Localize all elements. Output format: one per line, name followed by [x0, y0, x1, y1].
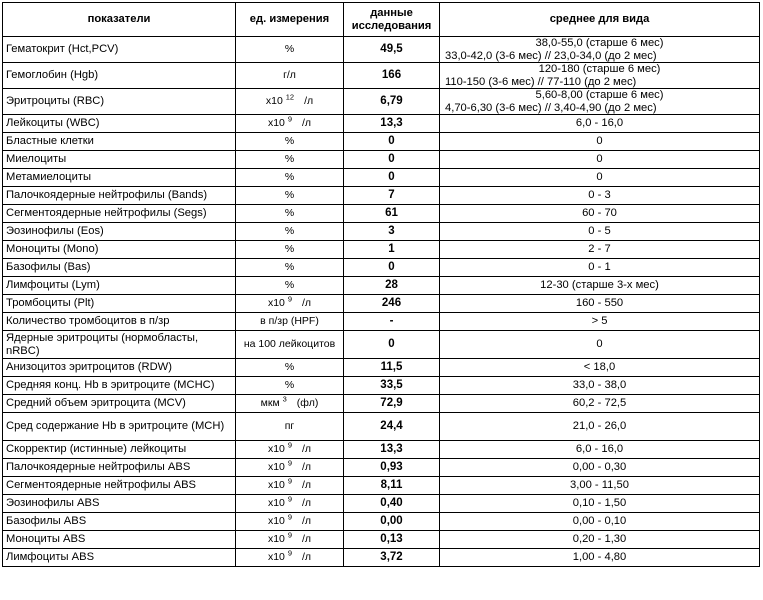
- unit-tail: /л: [301, 551, 312, 564]
- reference-line-1: 0,10 - 1,50: [572, 497, 627, 510]
- unit-base: х10: [267, 533, 285, 546]
- table-row: [3, 187, 760, 205]
- unit-tail: /л: [301, 443, 312, 456]
- reference-line-1: 21,0 - 26,0: [572, 420, 627, 433]
- table-body: [3, 37, 760, 567]
- unit-base: х10: [267, 497, 285, 510]
- reference-line-1: 2 - 7: [588, 243, 611, 256]
- reference-line-1: 0: [596, 153, 603, 166]
- reference-line-1: 0: [596, 171, 603, 184]
- row-unit: [236, 259, 344, 277]
- row-name: Лимфоциты ABS: [3, 549, 236, 567]
- unit-tail: /л: [301, 515, 312, 528]
- row-value: 7: [344, 187, 440, 205]
- row-name: Гематокрит (Hct,PCV): [3, 37, 236, 63]
- reference-line-1: 0,00 - 0,30: [572, 461, 627, 474]
- unit-exponent: 9: [287, 294, 292, 304]
- table-row: [3, 459, 760, 477]
- table-row: [3, 549, 760, 567]
- unit-base: %: [284, 153, 295, 166]
- row-name: Эритроциты (RBC): [3, 89, 236, 115]
- row-reference: [440, 413, 760, 441]
- row-name: Миелоциты: [3, 151, 236, 169]
- unit-tail: /л: [301, 533, 312, 546]
- unit-tail: /л: [301, 479, 312, 492]
- row-unit: [236, 549, 344, 567]
- row-value: 13,3: [344, 441, 440, 459]
- unit-base: %: [284, 171, 295, 184]
- row-value: 3,72: [344, 549, 440, 567]
- row-value: 0: [344, 259, 440, 277]
- row-name: Средняя конц. Hb в эритроците (MCHC): [3, 377, 236, 395]
- row-value: 6,79: [344, 89, 440, 115]
- reference-line-1: 160 - 550: [575, 297, 624, 310]
- header-value: данные исследования: [344, 3, 440, 37]
- row-reference: [440, 259, 760, 277]
- unit-exponent: 9: [287, 494, 292, 504]
- table-row: [3, 277, 760, 295]
- reference-line-1: 0,20 - 1,30: [572, 533, 627, 546]
- row-reference: [440, 377, 760, 395]
- row-unit: [236, 441, 344, 459]
- unit-base: х10: [267, 117, 285, 130]
- table-row: [3, 495, 760, 513]
- row-name: Метамиелоциты: [3, 169, 236, 187]
- row-name: Количество тромбоцитов в п/зр: [3, 313, 236, 331]
- reference-line-1: 0 - 5: [588, 225, 611, 238]
- row-reference: [440, 477, 760, 495]
- unit-base: на 100 лейкоцитов: [243, 338, 336, 351]
- row-value: 28: [344, 277, 440, 295]
- row-value: -: [344, 313, 440, 331]
- row-unit: [236, 495, 344, 513]
- row-name: Сред содержание Hb в эритроците (MCH): [3, 413, 236, 441]
- unit-base: х10: [267, 461, 285, 474]
- row-unit: [236, 513, 344, 531]
- unit-base: х10: [267, 297, 285, 310]
- reference-line-1: 0 - 3: [588, 189, 611, 202]
- table-row: [3, 331, 760, 359]
- header-name: показатели: [3, 3, 236, 37]
- row-reference: [440, 187, 760, 205]
- table-row: [3, 513, 760, 531]
- unit-base: %: [284, 279, 295, 292]
- row-value: 49,5: [344, 37, 440, 63]
- row-name: Базофилы (Bas): [3, 259, 236, 277]
- table-row: [3, 37, 760, 63]
- unit-tail: (фл): [296, 397, 319, 410]
- reference-line-1: 60,2 - 72,5: [572, 397, 627, 410]
- row-unit: [236, 169, 344, 187]
- table-row: [3, 151, 760, 169]
- row-name: Моноциты ABS: [3, 531, 236, 549]
- header-reference: среднее для вида: [440, 3, 760, 37]
- row-unit: [236, 377, 344, 395]
- unit-base: мкм: [260, 397, 280, 410]
- table-row: [3, 133, 760, 151]
- unit-exponent: 9: [287, 512, 292, 522]
- unit-exponent: 9: [287, 440, 292, 450]
- unit-base: %: [284, 207, 295, 220]
- row-value: 1: [344, 241, 440, 259]
- unit-base: %: [284, 379, 295, 392]
- row-unit: [236, 477, 344, 495]
- table-row: [3, 477, 760, 495]
- row-unit: [236, 313, 344, 331]
- reference-line-1: 12-30 (старше 3-х мес): [540, 279, 659, 292]
- row-value: 0: [344, 151, 440, 169]
- unit-base: х10: [267, 479, 285, 492]
- unit-tail: /л: [301, 461, 312, 474]
- row-value: 0,13: [344, 531, 440, 549]
- row-value: 3: [344, 223, 440, 241]
- row-unit: [236, 413, 344, 441]
- table-row: [3, 441, 760, 459]
- table-row: [3, 205, 760, 223]
- row-reference: [440, 89, 760, 115]
- unit-base: %: [284, 189, 295, 202]
- unit-tail: /л: [301, 297, 312, 310]
- row-reference: [440, 133, 760, 151]
- row-reference: [440, 115, 760, 133]
- unit-exponent: 12: [285, 92, 295, 102]
- header-unit: ед. измерения: [236, 3, 344, 37]
- reference-line-2: 110-150 (3-6 мес) // 77-110 (до 2 мес): [445, 75, 637, 88]
- row-unit: [236, 395, 344, 413]
- reference-line-1: 38,0-55,0 (старше 6 мес): [535, 37, 664, 49]
- unit-exponent: 9: [287, 476, 292, 486]
- row-unit: [236, 223, 344, 241]
- unit-exponent: 9: [287, 530, 292, 540]
- row-reference: [440, 313, 760, 331]
- row-reference: [440, 441, 760, 459]
- unit-base: х10: [265, 95, 283, 108]
- unit-exponent: 9: [287, 114, 292, 124]
- unit-base: х10: [267, 551, 285, 564]
- row-value: 0: [344, 169, 440, 187]
- table-row: [3, 359, 760, 377]
- row-name: Лимфоциты (Lym): [3, 277, 236, 295]
- row-value: 8,11: [344, 477, 440, 495]
- row-reference: [440, 513, 760, 531]
- row-unit: [236, 205, 344, 223]
- row-unit: [236, 187, 344, 205]
- table-row: [3, 295, 760, 313]
- unit-base: пг: [284, 420, 295, 433]
- row-reference: [440, 205, 760, 223]
- row-value: 61: [344, 205, 440, 223]
- row-name: Палочкоядерные нейтрофилы (Bands): [3, 187, 236, 205]
- row-name: Лейкоциты (WBC): [3, 115, 236, 133]
- table-row: [3, 377, 760, 395]
- row-reference: [440, 531, 760, 549]
- row-value: 0: [344, 331, 440, 359]
- row-unit: [236, 241, 344, 259]
- row-unit: [236, 115, 344, 133]
- row-name: Базофилы ABS: [3, 513, 236, 531]
- table-row: [3, 531, 760, 549]
- row-reference: [440, 151, 760, 169]
- row-name: Средний объем эритроцита (MCV): [3, 395, 236, 413]
- row-value: 11,5: [344, 359, 440, 377]
- row-reference: [440, 495, 760, 513]
- row-name: Гемоглобин (Hgb): [3, 63, 236, 89]
- row-unit: [236, 63, 344, 89]
- reference-line-1: 5,60-8,00 (старше 6 мес): [535, 89, 664, 101]
- reference-line-1: 6,0 - 16,0: [575, 443, 624, 456]
- row-unit: [236, 359, 344, 377]
- row-value: 13,3: [344, 115, 440, 133]
- row-value: 166: [344, 63, 440, 89]
- row-reference: [440, 331, 760, 359]
- row-name: Сегментоядерные нейтрофилы (Segs): [3, 205, 236, 223]
- row-value: 0,00: [344, 513, 440, 531]
- row-value: 72,9: [344, 395, 440, 413]
- row-reference: [440, 359, 760, 377]
- row-reference: [440, 549, 760, 567]
- row-unit: [236, 459, 344, 477]
- unit-base: %: [284, 261, 295, 274]
- row-reference: [440, 63, 760, 89]
- unit-base: х10: [267, 443, 285, 456]
- row-value: 246: [344, 295, 440, 313]
- row-name: Тромбоциты (Plt): [3, 295, 236, 313]
- reference-line-2: 4,70-6,30 (3-6 мес) // 3,40-4,90 (до 2 мес): [445, 101, 657, 114]
- reference-line-1: 0 - 1: [588, 261, 611, 274]
- table-row: [3, 115, 760, 133]
- row-reference: [440, 395, 760, 413]
- row-name: Палочкоядерные нейтрофилы ABS: [3, 459, 236, 477]
- reference-line-1: 3,00 - 11,50: [570, 479, 629, 492]
- row-unit: [236, 531, 344, 549]
- table-row: [3, 413, 760, 441]
- table-row: [3, 259, 760, 277]
- unit-exponent: 3: [282, 394, 287, 404]
- reference-line-1: 60 - 70: [582, 207, 617, 220]
- row-unit: [236, 133, 344, 151]
- blood-test-table: [2, 2, 760, 567]
- unit-base: в п/зр (HPF): [260, 315, 319, 328]
- row-unit: [236, 277, 344, 295]
- row-unit: [236, 295, 344, 313]
- row-unit: [236, 37, 344, 63]
- row-name: Скорректир (истинные) лейкоциты: [3, 441, 236, 459]
- unit-exponent: 9: [287, 548, 292, 558]
- header-row: [3, 3, 760, 37]
- row-reference: [440, 169, 760, 187]
- row-unit: [236, 89, 344, 115]
- row-reference: [440, 223, 760, 241]
- unit-base: %: [284, 225, 295, 238]
- row-value: 0: [344, 133, 440, 151]
- reference-line-1: 120-180 (старше 6 мес): [538, 63, 661, 75]
- reference-line-1: > 5: [591, 315, 608, 328]
- row-name: Сегментоядерные нейтрофилы ABS: [3, 477, 236, 495]
- reference-line-2: 33,0-42,0 (3-6 мес) // 23,0-34,0 (до 2 мес): [445, 49, 657, 62]
- unit-base: х10: [267, 515, 285, 528]
- reference-line-1: < 18,0: [583, 361, 616, 374]
- table-row: [3, 89, 760, 115]
- row-name: Эозинофилы ABS: [3, 495, 236, 513]
- reference-line-1: 0: [596, 338, 603, 351]
- row-name: Анизоцитоз эритроцитов (RDW): [3, 359, 236, 377]
- row-unit: [236, 331, 344, 359]
- row-reference: [440, 459, 760, 477]
- reference-line-1: 0: [596, 135, 603, 148]
- row-name: Моноциты (Mono): [3, 241, 236, 259]
- unit-base: %: [284, 135, 295, 148]
- table-row: [3, 169, 760, 187]
- unit-exponent: 9: [287, 458, 292, 468]
- table-row: [3, 395, 760, 413]
- row-name: Ядерные эритроциты (нормобласты, nRBC): [3, 331, 236, 359]
- row-name: Бластные клетки: [3, 133, 236, 151]
- reference-line-1: 0,00 - 0,10: [572, 515, 627, 528]
- table-row: [3, 223, 760, 241]
- table-row: [3, 63, 760, 89]
- row-value: 0,93: [344, 459, 440, 477]
- row-reference: [440, 277, 760, 295]
- unit-base: %: [284, 361, 295, 374]
- row-value: 24,4: [344, 413, 440, 441]
- reference-line-1: 6,0 - 16,0: [575, 117, 624, 130]
- unit-base: г/л: [283, 69, 296, 82]
- row-reference: [440, 295, 760, 313]
- unit-tail: /л: [301, 117, 312, 130]
- row-name: Эозинофилы (Eos): [3, 223, 236, 241]
- reference-line-1: 1,00 - 4,80: [572, 551, 627, 564]
- row-reference: [440, 241, 760, 259]
- unit-base: %: [284, 243, 295, 256]
- unit-tail: /л: [301, 497, 312, 510]
- unit-tail: /л: [304, 95, 314, 108]
- table-row: [3, 241, 760, 259]
- row-unit: [236, 151, 344, 169]
- unit-base: %: [284, 43, 295, 56]
- row-reference: [440, 37, 760, 63]
- row-value: 0,40: [344, 495, 440, 513]
- reference-line-1: 33,0 - 38,0: [572, 379, 627, 392]
- row-value: 33,5: [344, 377, 440, 395]
- table-row: [3, 313, 760, 331]
